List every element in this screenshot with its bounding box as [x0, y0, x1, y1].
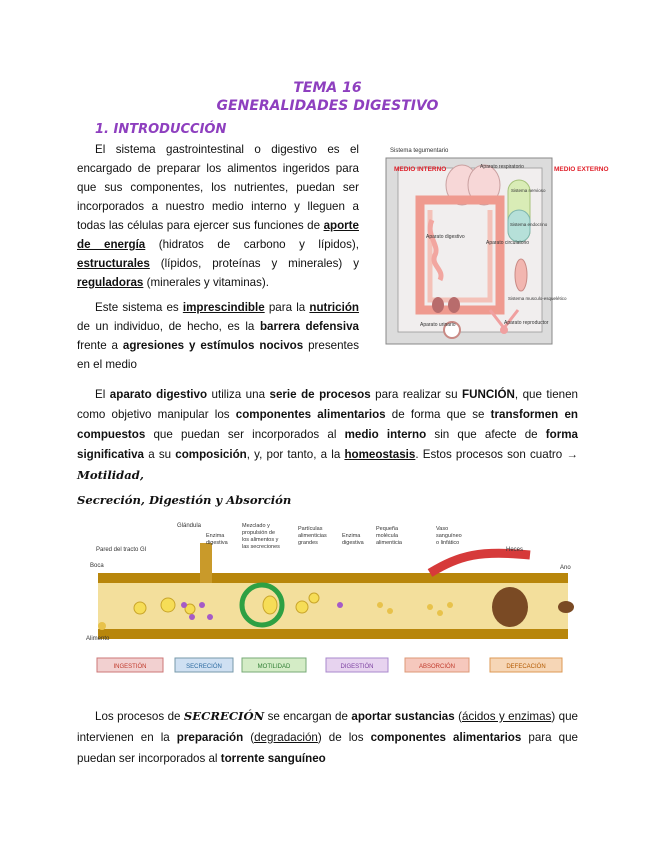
body-paragraph: El aparato digestivo utiliza una serie de procesos para realizar su FUNCIÓN, que tienen como objetivo manipular los componentes alimentarios de forma que se transformen en compuestos que puedan ser incorporados al medio interno sin que afecte de forma significativa a su composición, y, por tanto, a la homeostasis. Estos procesos son cuatro → Motilidad, Secreción, Digestión y Absorción: [77, 388, 579, 507]
label-aparato-urinario: Aparato urinario: [420, 322, 456, 328]
label-pequena-2: molécula: [376, 533, 399, 539]
section-heading: 1. INTRODUCCIÓN: [95, 122, 227, 137]
label-aparato-respiratorio: Aparato respiratorio: [480, 164, 524, 170]
label-pequena-3: alimenticia: [376, 540, 402, 546]
label-enzima-b-2: digestiva: [342, 540, 364, 546]
stage-motilidad: MOTILIDAD: [257, 664, 291, 670]
label-vaso-2: sanguíneo: [436, 533, 462, 539]
label-mezclado-1: Mezclado y: [242, 523, 270, 529]
label-vaso-1: Vaso: [436, 526, 449, 532]
label-aparato-circulatorio: Aparato circulatorio: [486, 240, 530, 246]
label-vaso-3: o linfático: [436, 540, 460, 546]
label-enzima-2: digestiva: [206, 540, 228, 546]
gi-tract-diagram: [80, 515, 590, 685]
label-particulas-3: grandes: [298, 540, 318, 546]
label-aparato-digestivo: Aparato digestivo: [426, 234, 465, 240]
body-systems-diagram: [380, 140, 610, 350]
label-sistema-musculo: Sistema musculo-esquelético: [508, 296, 567, 301]
label-enzima-b-1: Enzima: [342, 533, 361, 539]
label-medio-interno: MEDIO INTERNO: [394, 166, 447, 173]
title-line-1: TEMA 16: [293, 80, 362, 96]
stage-ingestion: INGESTIÓN: [113, 664, 147, 670]
label-heces: Heces: [506, 547, 524, 553]
label-glandula: Glándula: [177, 523, 202, 529]
svg-text:Partículas alimenticias: [298, 526, 328, 546]
stage-defecacion: DEFECACIÓN: [506, 664, 546, 670]
label-alimento: Alimento: [86, 636, 110, 642]
label-sistema-nervioso: Sistema nervioso: [511, 188, 546, 193]
label-medio-externo: MEDIO EXTERNO: [554, 166, 609, 173]
label-pequena-1: Pequeña: [376, 526, 399, 532]
svg-text:Enzima digestiva: [342, 533, 365, 546]
final-paragraph: Los procesos de SECRECIÓN se encargan de aportar sustancias (ácidos y enzimas) que intervienen en la preparación (degradación) de los componentes alimentarios para que puedan ser incorporados al torrente sanguíneo: [77, 709, 578, 765]
label-mezclado-2: propulsión de: [242, 530, 276, 536]
svg-text:Enzima digestiva: [206, 533, 229, 546]
stage-absorcion: ABSORCIÓN: [418, 664, 456, 670]
svg-text:Vaso sanguíneo o l: [436, 526, 463, 546]
label-ano: Ano: [560, 565, 571, 571]
label-boca: Boca: [90, 563, 104, 569]
intro-paragraph-1: El sistema gastrointestinal o digestivo es el encargado de preparar los alimentos ingeridos para que sus componentes, los nutrientes, puedan ser incorporados a nuestro medio interno y lleguen a todas las células para ejercer sus funciones de aporte de energía (hidratos de carbono y lípidos), estructurales (lípidos, proteínas y minerales) y reguladoras (minerales y vitaminas).: [77, 143, 359, 289]
label-sistema-endocrino: Sistema endocrino: [510, 222, 548, 227]
label-aparato-reproductor: Aparato reproductor: [504, 320, 549, 326]
svg-text:Mezclado y propulsión de: [242, 523, 280, 550]
stage-digestion: DIGESTIÓN: [340, 664, 374, 670]
label-pared: Pared del tracto GI: [96, 547, 147, 553]
stage-secrecion: SECRECIÓN: [186, 664, 222, 670]
label-mezclado-4: las secreciones: [242, 544, 280, 550]
label-particulas-2: alimenticias: [298, 533, 327, 539]
label-mezclado-3: los alimentos y: [242, 537, 279, 543]
label-sistema-tegumentario: Sistema tegumentario: [390, 148, 449, 154]
svg-text:Pequeña molécula a: [376, 526, 403, 546]
intro-paragraph-2: Este sistema es imprescindible para la nutrición de un individuo, de hecho, es la barrera defensiva frente a agresiones y estímulos nocivos presentes en el medio: [77, 301, 359, 371]
label-enzima-1: Enzima: [206, 533, 225, 539]
label-particulas-1: Partículas: [298, 526, 323, 532]
title-line-2: GENERALIDADES DIGESTIVO: [216, 98, 439, 114]
